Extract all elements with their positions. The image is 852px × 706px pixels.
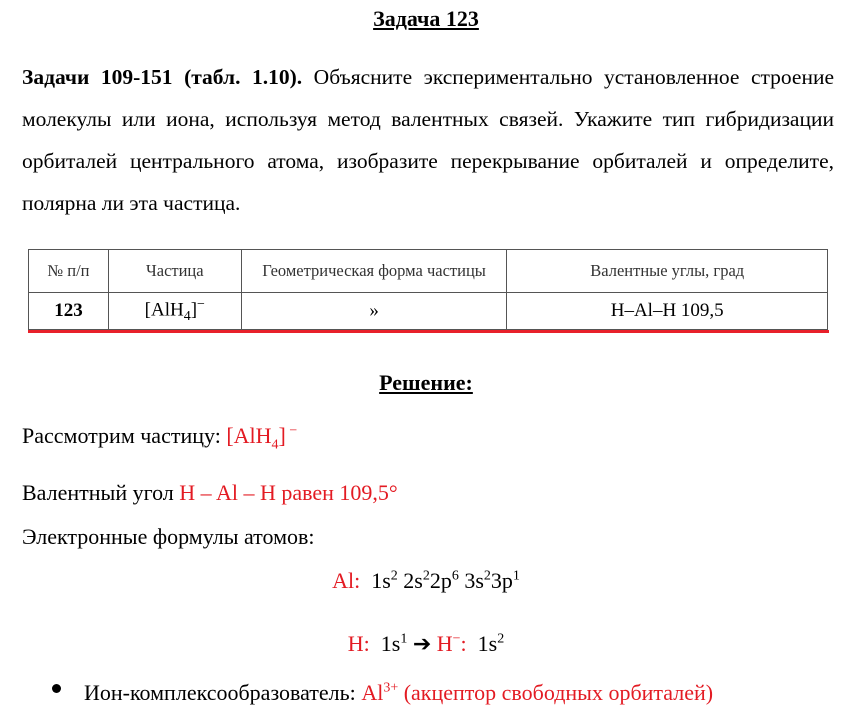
- table-underline: [28, 330, 829, 333]
- solution-title: Решение:: [379, 370, 473, 395]
- h-config: $1s^1$: [380, 631, 408, 656]
- problem-text: Объясните экспериментально установленное строение молекулы или иона, используя метод валентных связей. Укажите тип гибридизации орбиталей центрального атома, изобразите перекрывание орбиталей и определите, полярна ли эта частица.: [22, 65, 835, 215]
- bullet-item: [84, 680, 713, 706]
- h-ion: H−:: [436, 631, 467, 656]
- consider-formula: [AlH$_4$] −: [226, 423, 298, 453]
- cell-angles: H–Al–H 109,5: [507, 293, 828, 330]
- cell-shape: »: [241, 293, 507, 330]
- header-shape: Геометрическая форма частицы: [241, 250, 507, 293]
- bullet-value: $Al^{3+}$ (акцептор свободных орбиталей): [361, 680, 714, 705]
- problem-table: [28, 249, 828, 330]
- valence-angle-value: H – Al – H равен 109,5°: [179, 480, 398, 505]
- problem-statement: [22, 56, 834, 224]
- problem-reference: Задачи 109-151 (табл. 1.10).: [22, 65, 303, 89]
- header-angles: Валентные углы, град: [507, 250, 828, 293]
- arrow-icon: ➔: [412, 631, 432, 656]
- cell-particle: [AlH$_4$]−: [108, 293, 241, 330]
- al-atom: Al:: [332, 568, 361, 593]
- header-num: № п/п: [29, 250, 109, 293]
- electron-formulas-label: Электронные формулы атомов:: [22, 524, 315, 549]
- al-electron-formula: [0, 568, 852, 594]
- h-electron-formula: [0, 631, 852, 657]
- header-particle: Частица: [108, 250, 241, 293]
- page-title: Задача 123: [373, 6, 479, 31]
- bullet-label: Ион-комплексообразователь:: [84, 680, 362, 705]
- valence-angle-label: Валентный угол: [22, 480, 180, 505]
- table-row: [29, 293, 828, 330]
- bullet-icon: [52, 684, 61, 693]
- valence-angle-line: [22, 480, 398, 506]
- consider-line: [22, 423, 297, 453]
- al-config: $1s^2$ $2s^22p^6$ $3s^23p^1$: [371, 568, 520, 593]
- h-ion-config: $1s^2$: [477, 631, 505, 656]
- consider-label: Рассмотрим частицу:: [22, 423, 227, 448]
- table-header-row: [29, 250, 828, 293]
- h-atom: H:: [347, 631, 370, 656]
- cell-num: 123: [29, 293, 109, 330]
